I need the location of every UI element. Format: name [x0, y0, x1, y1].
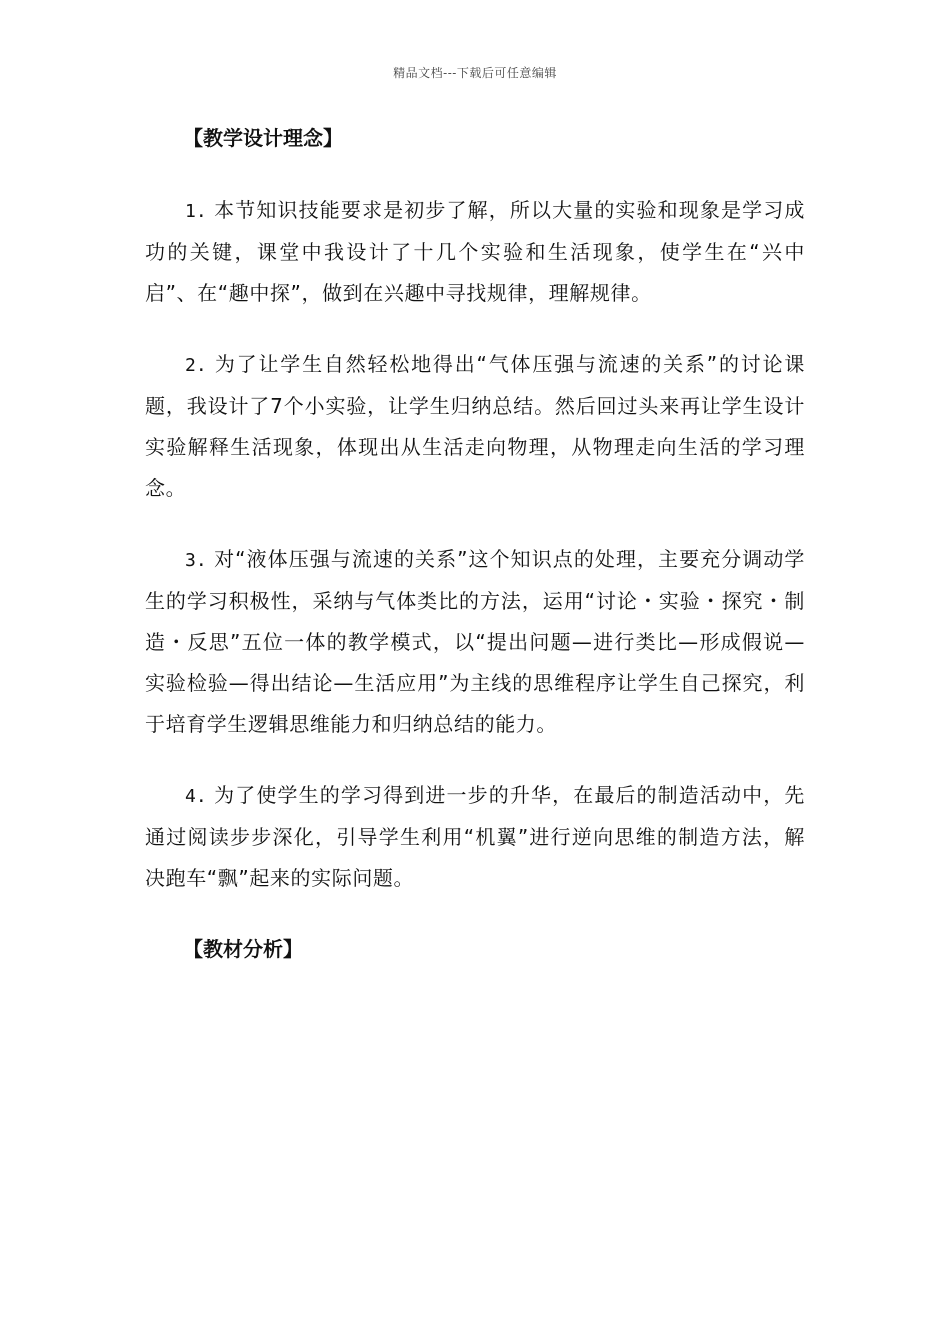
paragraph-text: 对“液体压强与流速的关系”这个知识点的处理，主要充分调动学生的学习积极性，采纳与气体类比的方法，运用“讨论・实验・探究・制造・反思”五位一体的教学模式，以“提出问题—进行类比—形成假说—实验检验—得出结论—生活应用”为主线的思维程序让学生自己探究，利于培育学生逻辑思维能力和归纳总结的能力。	[145, 547, 806, 736]
paragraph-number: 2.	[185, 355, 207, 376]
paragraph-item-4	[145, 775, 805, 899]
document-body	[145, 118, 805, 969]
paragraph-text: 为了让学生自然轻松地得出“气体压强与流速的关系”的讨论课题，我设计了7个小实验，让学生归纳总结。然后回过头来再让学生设计实验解释生活现象，体现出从生活走向物理，从物理走向生活的学习理念。	[145, 352, 805, 500]
paragraph-item-3	[145, 539, 805, 745]
paragraph-text: 为了使学生的学习得到进一步的升华，在最后的制造活动中，先通过阅读步步深化，引导学生利用“机翼”进行逆向思维的制造方法，解决跑车“飘”起来的实际问题。	[145, 783, 806, 890]
paragraph-number: 4.	[185, 786, 207, 807]
page-header-watermark: 精品文档---下载后可任意编辑	[393, 66, 557, 80]
paragraph-number: 3.	[185, 550, 207, 571]
section-heading-design-philosophy: 【教学设计理念】	[183, 126, 343, 150]
paragraph-text: 本节知识技能要求是初步了解，所以大量的实验和现象是学习成功的关键，课堂中我设计了十几个实验和生活现象，使学生在“兴中启”、在“趣中探”，做到在兴趣中寻找规律，理解规律。	[145, 198, 805, 305]
paragraph-item-2	[145, 344, 805, 509]
paragraph-number: 1.	[185, 201, 207, 222]
section-heading-material-analysis: 【教材分析】	[183, 937, 303, 961]
paragraph-item-1	[145, 190, 805, 314]
